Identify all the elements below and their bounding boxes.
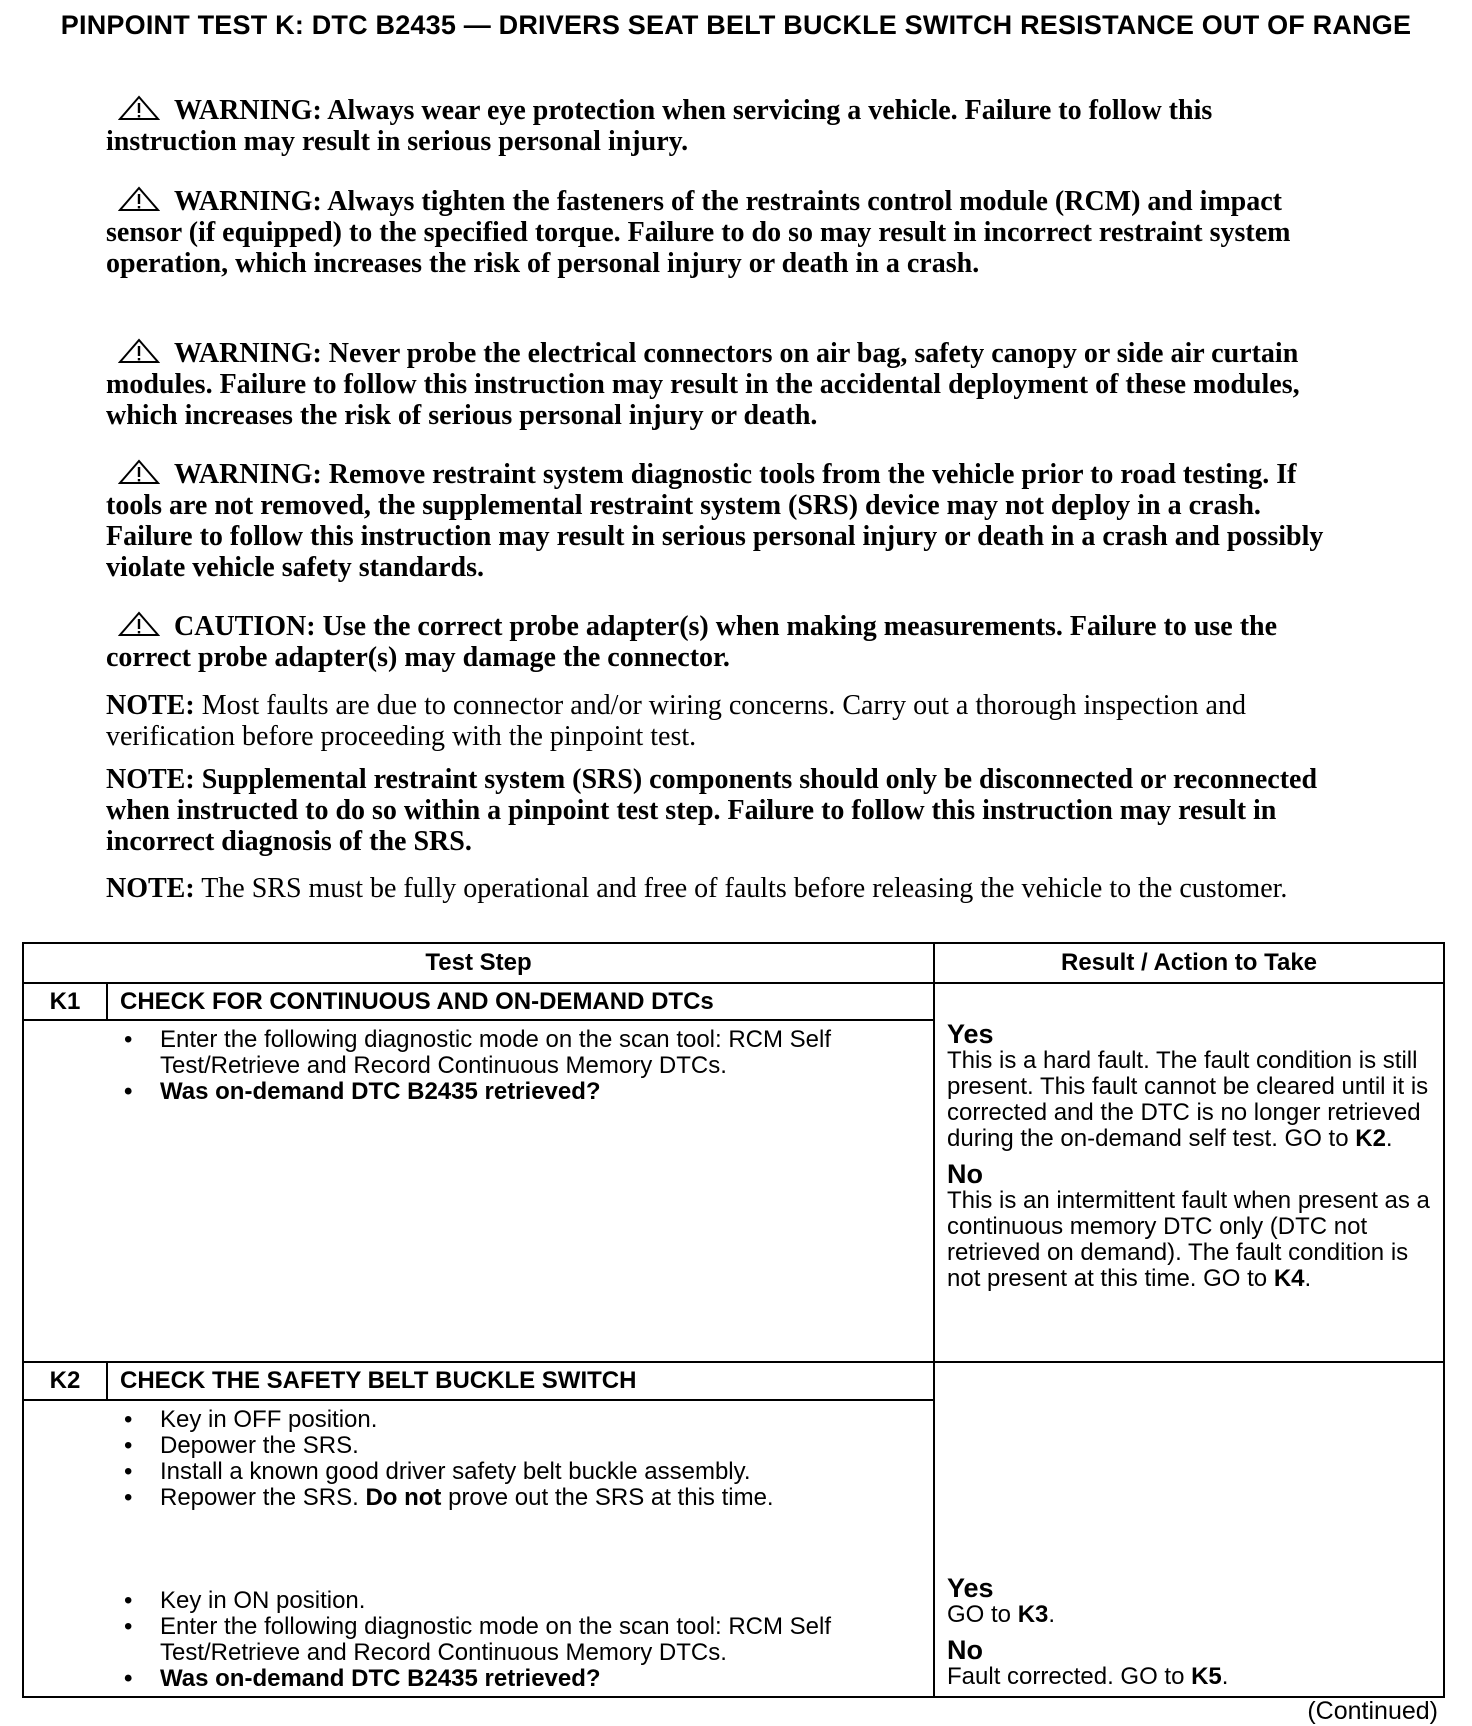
- step-k2-bullet-list-a: [24, 1407, 933, 1511]
- result-no-label: No: [947, 1158, 983, 1189]
- warning-block-4: [106, 459, 1346, 583]
- result-yes-label: Yes: [947, 1018, 994, 1049]
- list-item: • Was on-demand DTC B2435 retrieved?: [160, 1666, 933, 1692]
- warning-label: WARNING:: [174, 338, 322, 369]
- table-header-row: [23, 943, 1444, 983]
- warning-text: Always tighten the fasteners of the restraints control module (RCM) and impact sensor (if equipped) to the specified torque. Failure to do so may result in incorrect restraint system operation, which increases the risk of personal injury or death in a crash.: [106, 186, 1291, 279]
- goto-step-link[interactable]: K5: [1191, 1663, 1222, 1690]
- step-id-k2: K2: [23, 1362, 107, 1400]
- list-item: • Enter the following diagnostic mode on the scan tool: RCM Self Test/Retrieve and Record Continuous Memory DTCs.: [160, 1614, 933, 1666]
- step-body-k1: [23, 1020, 934, 1361]
- note-block-3: [106, 873, 1346, 904]
- goto-step-link[interactable]: K3: [1017, 1601, 1049, 1628]
- warning-block-3: [106, 338, 1346, 431]
- continued-label: (Continued): [1307, 1697, 1438, 1725]
- step-id-k1: K1: [23, 983, 107, 1021]
- note-text: The SRS must be fully operational and free of faults before releasing the vehicle to the customer.: [201, 873, 1288, 904]
- list-item: • Key in OFF position.: [160, 1407, 933, 1433]
- result-block-k2: [947, 1570, 1435, 1690]
- warning-block-2: [106, 186, 1346, 279]
- caution-label: CAUTION:: [174, 611, 316, 642]
- list-item: • Depower the SRS.: [160, 1433, 933, 1459]
- result-cell-k1: [934, 983, 1444, 1362]
- note-label: NOTE:: [106, 873, 195, 904]
- note-block-1: [106, 690, 1346, 752]
- pinpoint-test-table: [22, 942, 1445, 1698]
- note-label: NOTE:: [106, 690, 195, 721]
- note-text: Most faults are due to connector and/or wiring concerns. Carry out a thorough inspection and verification before proceeding with the pinpoint test.: [106, 690, 1246, 752]
- list-item: • Install a known good driver safety belt buckle assembly.: [160, 1459, 933, 1485]
- warning-text: Remove restraint system diagnostic tools from the vehicle prior to road testing. If tools are not removed, the supplemental restraint system (SRS) device may not deploy in a crash. Failure to follow this instruction may result in serious personal injury or death in a crash and possibly violate vehicle safety standards.: [106, 459, 1324, 583]
- step-heading-k1: CHECK FOR CONTINUOUS AND ON-DEMAND DTCs: [107, 983, 934, 1021]
- warning-triangle-icon: [118, 95, 160, 121]
- step-k2-bullet-list-b: [24, 1588, 933, 1692]
- step-k2-heading-row: [23, 1362, 1444, 1400]
- note-label: NOTE:: [106, 764, 195, 795]
- list-item: • Was on-demand DTC B2435 retrieved?: [160, 1079, 933, 1105]
- result-yes-text: GO to K3.: [947, 1601, 1056, 1628]
- step-k1-bullet-list: [24, 1027, 933, 1105]
- list-item: • Key in ON position.: [160, 1588, 933, 1614]
- warning-block-1: [106, 95, 1346, 157]
- column-header-result: Result / Action to Take: [934, 943, 1444, 983]
- warning-label: WARNING:: [174, 95, 322, 126]
- warning-text: Always wear eye protection when servicing a vehicle. Failure to follow this instruction may result in serious personal injury.: [106, 95, 1213, 157]
- warning-triangle-icon: [118, 338, 160, 364]
- page-title: PINPOINT TEST K: DTC B2435 — DRIVERS SEAT BELT BUCKLE SWITCH RESISTANCE OUT OF RANGE: [60, 10, 1412, 40]
- goto-step-link[interactable]: K4: [1273, 1264, 1305, 1292]
- list-item: • Repower the SRS. Do not prove out the SRS at this time.: [160, 1485, 933, 1511]
- step-heading-k2: CHECK THE SAFETY BELT BUCKLE SWITCH: [107, 1362, 934, 1400]
- step-k1-heading-row: [23, 983, 1444, 1021]
- caution-triangle-icon: [118, 611, 160, 637]
- result-no-text: This is an intermittent fault when present as a continuous memory DTC only (DTC not retrieved on demand). The fault condition is not present at this time. GO to K4.: [947, 1186, 1430, 1292]
- result-cell-k2: [934, 1362, 1444, 1697]
- result-yes-label: Yes: [947, 1573, 994, 1603]
- warning-text: Never probe the electrical connectors on air bag, safety canopy or side air curtain modules. Failure to follow this instruction may result in the accidental deployment of these modules, which increases the risk of serious personal injury or death.: [106, 338, 1300, 431]
- caution-text: Use the correct probe adapter(s) when making measurements. Failure to use the correct probe adapter(s) may damage the connector.: [106, 611, 1278, 673]
- note-block-2: [106, 764, 1346, 857]
- caution-block: [106, 611, 1346, 673]
- note-text: Supplemental restraint system (SRS) components should only be disconnected or reconnected when instructed to do so within a pinpoint test step. Failure to follow this instruction may result in incorrect diagnosis of the SRS.: [106, 764, 1318, 857]
- goto-step-link[interactable]: K2: [1355, 1124, 1386, 1152]
- warning-label: WARNING:: [174, 186, 322, 217]
- result-no-label: No: [947, 1635, 983, 1665]
- warning-triangle-icon: [118, 186, 160, 212]
- warning-label: WARNING:: [174, 459, 322, 490]
- result-yes-text: This is a hard fault. The fault condition is still present. This fault cannot be cleared until it is corrected and the DTC is no longer retrieved during the on-demand self test. GO to K2.: [947, 1046, 1429, 1152]
- column-header-test-step: Test Step: [23, 943, 934, 983]
- warning-triangle-icon: [118, 459, 160, 485]
- list-item: • Enter the following diagnostic mode on the scan tool: RCM Self Test/Retrieve and Record Continuous Memory DTCs.: [160, 1027, 933, 1079]
- result-no-text: Fault corrected. GO to K5.: [947, 1663, 1229, 1690]
- step-body-k2: [23, 1400, 934, 1697]
